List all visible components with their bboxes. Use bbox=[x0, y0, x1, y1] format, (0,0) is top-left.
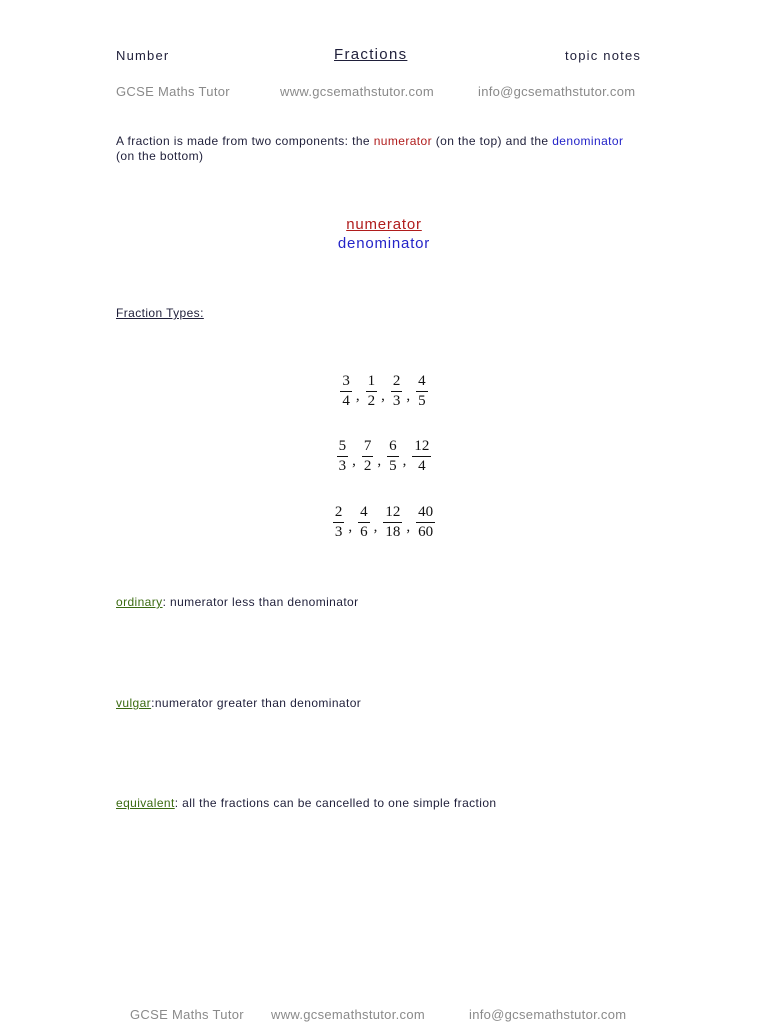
fraction-row-vulgar bbox=[300, 438, 468, 475]
fraction-types-heading: Fraction Types: bbox=[116, 306, 204, 320]
fraction-separator: , bbox=[352, 453, 356, 469]
term-vulgar: vulgar bbox=[116, 696, 152, 710]
intro-line-2: (on the bottom) bbox=[116, 149, 204, 163]
fraction-denominator: 60 bbox=[418, 524, 434, 540]
fraction-separator: , bbox=[355, 388, 360, 404]
fraction bbox=[366, 373, 378, 410]
fraction-numerator: 1 bbox=[366, 373, 378, 392]
term-equivalent: equivalent bbox=[116, 796, 175, 810]
fraction-row-ordinary bbox=[300, 373, 468, 410]
fraction bbox=[412, 438, 431, 475]
fraction-numerator: 4 bbox=[358, 504, 370, 523]
fraction bbox=[383, 504, 402, 541]
intro-text-middle: (on the top) and the bbox=[432, 134, 553, 148]
definition-ordinary bbox=[116, 595, 359, 610]
definition-text: :numerator greater than denominator bbox=[151, 696, 362, 710]
footer-email-link[interactable]: info@gcsemathstutor.com bbox=[469, 1007, 627, 1022]
definition-vulgar bbox=[116, 696, 361, 711]
fraction-numerator: 2 bbox=[333, 504, 345, 523]
fraction-denominator: 3 bbox=[392, 393, 401, 409]
fraction-separator: , bbox=[406, 519, 411, 535]
fraction-denominator: 5 bbox=[389, 458, 397, 474]
fraction bbox=[333, 504, 345, 541]
fraction-separator: , bbox=[373, 519, 378, 535]
fraction-numerator: 12 bbox=[412, 438, 431, 457]
term-ordinary: ordinary bbox=[116, 595, 163, 609]
fraction-numerator: 40 bbox=[416, 504, 435, 523]
fraction bbox=[362, 438, 374, 475]
fraction-numerator: 6 bbox=[387, 438, 399, 457]
fraction-separator: , bbox=[348, 519, 353, 535]
fraction-separator: , bbox=[406, 388, 411, 404]
definition-text: : numerator less than denominator bbox=[162, 595, 359, 609]
fraction-numerator: 12 bbox=[383, 504, 402, 523]
fraction-denominator: 3 bbox=[334, 524, 343, 540]
fraction bbox=[340, 373, 352, 410]
tutor-name: GCSE Maths Tutor bbox=[116, 84, 230, 99]
page-title: Fractions bbox=[334, 46, 408, 63]
fraction-numerator: 3 bbox=[340, 373, 352, 392]
website-link[interactable]: www.gcsemathstutor.com bbox=[280, 84, 434, 99]
fraction-separator: , bbox=[402, 453, 407, 469]
fraction bbox=[391, 373, 403, 410]
fraction-separator: , bbox=[377, 453, 382, 469]
denominator-display: denominator bbox=[337, 235, 431, 252]
fraction bbox=[416, 504, 435, 541]
definition-equivalent bbox=[116, 796, 497, 811]
topic-notes-label: topic notes bbox=[565, 48, 642, 63]
fraction-denominator: 3 bbox=[338, 458, 347, 474]
fraction bbox=[358, 504, 370, 541]
email-link[interactable]: info@gcsemathstutor.com bbox=[478, 84, 636, 99]
definition-text: : all the fractions can be cancelled to one simple fraction bbox=[174, 796, 497, 810]
fraction-separator: , bbox=[381, 388, 385, 404]
fraction-denominator: 2 bbox=[367, 393, 376, 409]
fraction-denominator: 18 bbox=[385, 524, 401, 540]
fraction-row-equivalent bbox=[300, 504, 468, 541]
fraction bbox=[416, 373, 428, 410]
intro-line-1 bbox=[116, 134, 623, 149]
footer-tutor-name: GCSE Maths Tutor bbox=[130, 1007, 244, 1022]
intro-numerator-word: numerator bbox=[373, 134, 433, 148]
fraction-denominator: 4 bbox=[342, 393, 350, 409]
numerator-display: numerator bbox=[346, 216, 422, 233]
footer-website-link[interactable]: www.gcsemathstutor.com bbox=[271, 1007, 425, 1022]
intro-denominator-word: denominator bbox=[552, 134, 624, 148]
fraction-numerator: 5 bbox=[337, 438, 349, 457]
fraction-denominator: 2 bbox=[363, 458, 372, 474]
fraction-denominator: 6 bbox=[360, 524, 368, 540]
fraction-numerator: 7 bbox=[362, 438, 374, 457]
fraction-numerator: 2 bbox=[391, 373, 403, 392]
fraction-denominator: 4 bbox=[418, 458, 426, 474]
topic-label: Number bbox=[116, 48, 170, 63]
fraction-numerator: 4 bbox=[416, 373, 428, 392]
fraction bbox=[387, 438, 399, 475]
intro-text-start: A fraction is made from two components: the bbox=[116, 134, 374, 148]
fraction bbox=[337, 438, 349, 475]
fraction-denominator: 5 bbox=[418, 393, 426, 409]
